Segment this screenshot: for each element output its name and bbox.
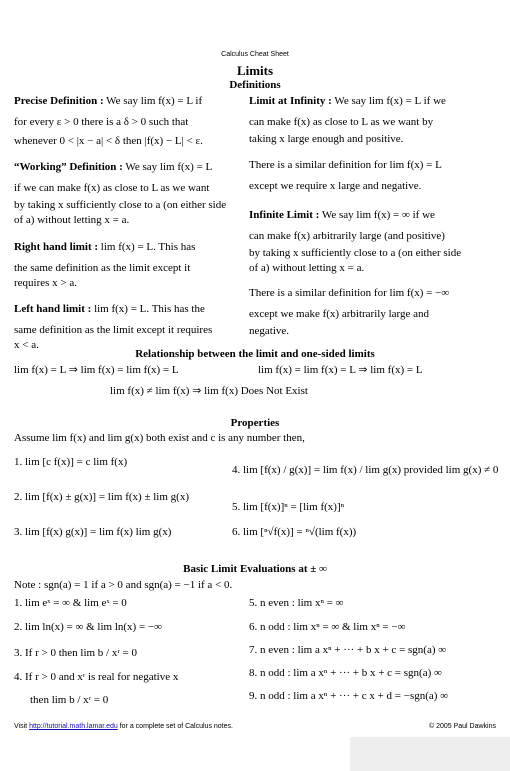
relationship-heading: Relationship between the limit and one-sided limits	[135, 348, 375, 360]
right-hand-limit	[14, 240, 249, 291]
definitions-heading: Definitions	[229, 79, 281, 91]
basic-item-3: 3. If r > 0 then lim b / xʳ = 0	[14, 647, 137, 659]
infinity-line1: We say lim f(x) = L if we	[334, 95, 446, 107]
basic-heading: Basic Limit Evaluations at ± ∞	[183, 563, 327, 575]
basic-item-2: 2. lim ln(x) = ∞ & lim ln(x) = −∞	[14, 621, 162, 633]
similar-definition-neg-infinity	[249, 286, 499, 339]
footer-rest: for a complete set of Calculus notes.	[119, 723, 233, 730]
property-4: 4. lim [f(x) / g(x)] = lim f(x) / lim g(x) provided lim g(x) ≠ 0	[232, 464, 499, 476]
property-1: 1. lim [c f(x)] = c lim f(x)	[14, 456, 128, 468]
footer-visit: Visit	[14, 723, 28, 730]
property-5: 5. lim [f(x)]ⁿ = [lim f(x)]ⁿ	[232, 501, 345, 513]
working-def-line1: We say lim f(x) = L	[125, 161, 213, 173]
left-hand-label: Left hand limit :	[14, 303, 92, 315]
left-hand-line2: same definition as the limit except it requires	[14, 323, 213, 336]
infinity-line2: can make f(x) as close to L as we want by	[249, 115, 434, 128]
similar-neg-inf-line2: except we make f(x) arbitrarily large and	[249, 307, 429, 320]
properties-intro: Assume lim f(x) and lim g(x) both exist and c is any number then,	[14, 432, 305, 444]
left-hand-line1: lim f(x) = L. This has the	[94, 303, 205, 315]
left-hand-line3: x < a.	[14, 338, 39, 351]
right-hand-line1: lim f(x) = L. This has	[100, 241, 196, 253]
similar-definition-negative	[249, 158, 499, 194]
working-definition	[14, 160, 249, 227]
page-corner-shade	[350, 737, 510, 771]
limit-at-infinity	[249, 94, 499, 147]
precise-definition	[14, 94, 249, 149]
infinite-line3: by taking x sufficiently close to a (on either side	[249, 246, 462, 259]
basic-item-5: 5. n even : lim xⁿ = ∞	[249, 597, 344, 609]
relationship-eq1: lim f(x) = L ⇒ lim f(x) = lim f(x) = L	[14, 364, 179, 376]
working-def-line2: if we can make f(x) as close to L as we want	[14, 181, 210, 194]
basic-item-4b: then lim b / xʳ = 0	[30, 694, 109, 706]
property-6: 6. lim [ⁿ√f(x)] = ⁿ√(lim f(x))	[232, 526, 357, 538]
footer-link[interactable]: http://tutorial.math.lamar.edu	[29, 723, 118, 730]
basic-item-6: 6. n odd : lim xⁿ = ∞ & lim xⁿ = −∞	[249, 621, 406, 633]
right-hand-label: Right hand limit :	[14, 241, 99, 253]
relationship-eq2: lim f(x) = lim f(x) = L ⇒ lim f(x) = L	[258, 364, 423, 376]
main-title: Limits	[236, 63, 274, 78]
working-def-label: “Working” Definition :	[14, 161, 123, 173]
properties-heading: Properties	[230, 417, 280, 429]
property-2: 2. lim [f(x) ± g(x)] = lim f(x) ± lim g(x)	[14, 491, 189, 503]
precise-def-line2: for every ε > 0 there is a δ > 0 such that	[14, 115, 189, 128]
similar-neg-line2: except we require x large and negative.	[249, 179, 422, 192]
right-hand-line3: requires x > a.	[14, 276, 78, 289]
basic-note: Note : sgn(a) = 1 if a > 0 and sgn(a) = −1 if a < 0.	[14, 579, 233, 591]
basic-item-8: 8. n odd : lim a xⁿ + ··· + b x + c = sgn(a) ∞	[249, 667, 442, 679]
infinity-label: Limit at Infinity :	[249, 95, 332, 107]
infinity-line3: taking x large enough and positive.	[249, 132, 404, 145]
basic-item-1: 1. lim eˣ = ∞ & lim eˣ = 0	[14, 597, 127, 609]
relationship-eq3: lim f(x) ≠ lim f(x) ⇒ lim f(x) Does Not Exist	[110, 385, 308, 397]
left-hand-limit	[14, 302, 249, 353]
right-hand-line2: the same definition as the limit except it	[14, 261, 191, 274]
footer-text	[14, 722, 233, 731]
similar-neg-line1: There is a similar definition for lim f(x) = L	[249, 159, 442, 171]
working-def-line3: by taking x sufficiently close to a (on either side	[14, 198, 227, 211]
property-3: 3. lim [f(x) g(x)] = lim f(x) lim g(x)	[14, 526, 172, 538]
precise-def-label: Precise Definition :	[14, 95, 104, 107]
precise-def-line1: We say lim f(x) = L if	[106, 95, 203, 107]
infinite-label: Infinite Limit :	[249, 209, 320, 221]
infinite-limit	[249, 208, 499, 275]
precise-def-line3: whenever 0 < |x − a| < δ then |f(x) − L| < ε.	[14, 134, 203, 147]
basic-item-4: 4. If r > 0 and xʳ is real for negative x	[14, 671, 179, 683]
infinite-line2: can make f(x) arbitrarily large (and positive)	[249, 229, 445, 242]
working-def-line4: of a) without letting x = a.	[14, 213, 130, 226]
basic-item-7: 7. n even : lim a xⁿ + ··· + b x + c = sgn(a) ∞	[249, 644, 447, 656]
similar-neg-inf-line3: negative.	[249, 324, 290, 337]
copyright: © 2005 Paul Dawkins	[428, 723, 496, 730]
basic-item-9: 9. n odd : lim a xⁿ + ··· + c x + d = −sgn(a) ∞	[249, 690, 449, 702]
infinite-line4: of a) without letting x = a.	[249, 261, 365, 274]
infinite-line1: We say lim f(x) = ∞ if we	[321, 209, 435, 221]
similar-neg-inf-line1: There is a similar definition for lim f(x) = −∞	[249, 287, 450, 299]
sheet-title: Calculus Cheat Sheet	[221, 51, 289, 58]
